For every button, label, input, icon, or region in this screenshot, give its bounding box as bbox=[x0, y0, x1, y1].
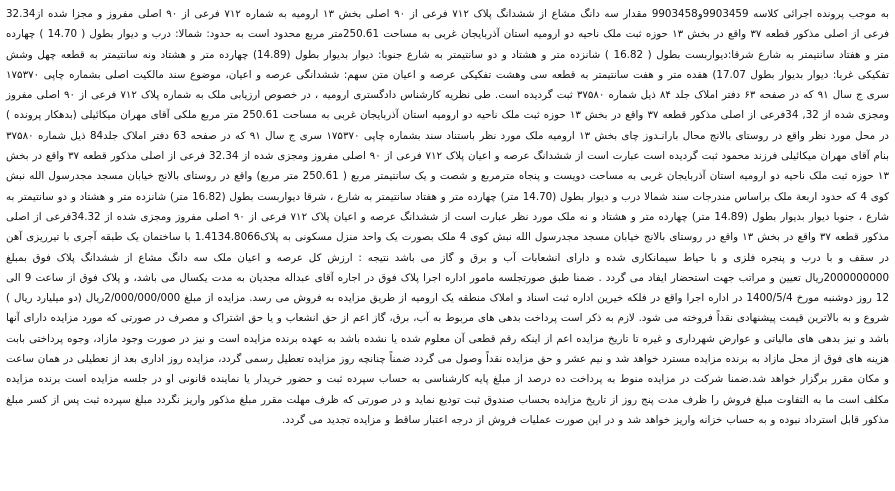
auction-notice-text: به موجب پرونده اجرائی کلاسه 9903459و9903458 مقدار سه دانگ مشاع از ششدانگ پلاک ۷۱۲ فرعی از ۹۰ اصلی بخش ۱۳ ارومیه به شماره ۷۱۲ فرعی از ۹۰ اصلی مفروز و مجزا شده از32.34 فرعی از اصلی مذکور قطعه ۳۷ واقع در بخش ۱۳ حوزه ثبت ملک ناحیه دو ارومیه استان آذربایجان غربی به مساحت 250.61متر مربع محدود است به حدود: شمالا: درب و دیوار بطول ( 14.70 ) چهارده متر و هفتاد سانتیمتر به شارع شرقا:دیواربست بطول ( 16.82 ) شانزده متر و هشتاد و دو سانتیمتر به شارع جنوبا: دیوار بدیوار بطول (14.89) چهارده متر و هشتاد ونه سانتیمتر به قطعه چهل وشش تفکیکی غربا: دیوار بدیوار بطول 17.07) هفده متر و هفت سانتیمتر به قطعه سی وهشت تفکیکی عرصه و اعیان متن سهم: ششدانگی عرصه و اعیان، موضوع سند مالکیت اصلی بشماره چاپی ۱۷۵۳۷۰ سری ج سال ۹۱ که در صفحه ۶۳ دفتر املاک جلد ۸۴ ذیل شماره ۳۷۵۸۰ ثبت گردیده است. طی نظریه کارشناس دادگستری ارومیه ، در خصوص ارزیابی ملک به شماره پلاک ۷۱۲ فرعی از ۹۰ اصلی مفروز ومجزی شده از 32, 34فرعی از اصلی مذکور قطعه ۳۷ واقع در بخش ۱۳ حوزه ثبت ملک ناحیه دو ارومیه استان آذربایجان غربی به مساحت 250.61 متر مربع ملکی آقای مهران میکائیلی (بدهکار پرونده ) در محل مورد نظر واقع در روستای بالانج محال بارانـدوز چای بخش ۱۳ ارومیه ملک مورد نظر باستناد سند بشماره چاپی ۱۷۵۳۷۰ سری ج سال ۹۱ که در صفحه 63 دفتر املاک جلد84 ذیل شماره ۳۷۵۸۰ بنام آقای مهران میکائیلی فرزند محمود ثبت گردیده است عبارت است از ششدانگ عرصه و اعیان پلاک ۷۱۲ فرعی از ۹۰ اصلی مفروز ومجزی شده از 32.34 فرعی از اصلی مذکور قطعه ۳۷ واقع در بخش ۱۳ حوزه ثبت ملک ناحیه دو ارومیه استان آذربایجان غربی به مساحت دویست و پنجاه مترمربع و شصت و یک سانتیمتر مربع ( 250.61 متر مربع) واقع در روستای بالانج خیابان مسجد مجدرسول الله نبش کوی 4 که حدود اربعة ملک براساس مندرجات سند شمالا درب و دیوار بطول (14.70 متر) چهارده متر و هفتاد سانتیمتر به شارع ، شرقا دیواربست بطول (16.82 متر) شانزده متر و هشتاد و دو سانتیمتر به شارع ، جنوبا دیوار بدیوار بطول (14.89 متر) چهارده متر و هشتاد و نه ملک مورد نظر عبارت است از ششدانگ عرصه و اعیان پلاک ۷۱۲ فرعی از ۹۰ اصلی مفروز ومجزی شده از 34.32فرعی از اصلی مذکور قطعه ۳۷ واقع در بخش ۱۳ واقع در روستای بالانج خیابان مسجد مجدرسول الله نبش کوی 4 ملک بصورت یک واحد منزل مسکونی به پلاک1.4134.8066 با ساختمان یک طبقه آجری با تیرریزی آهن در سقف و با درب و پنجره فلزی و با حیاط سیمانکاری شده و دارای انشعابات آب و برق و گاز می باشد نتیجه : ارزش کل عرصه و اعیان ملک سه دانگ مشاع از ششدانگ پلاک فوق بمبلغ 2000000000ریال تعیین و مراتب جهت استحضار ایفاد می گردد . ضمنا طبق صورتجلسه مامور اداره اجرا پلاک فوق در اجاره آقای عبداله مجدیان به مدت یکسال می باشد، و پلاک فوق از ساعت 9 الی 12 روز دوشنبه مورخ 1400/5/4 در اداره اجرا واقع در فلکه خیرین اداره ثبت اسناد و املاک منطقه یک ارومیه از طریق مزایده به فروش می رسد. مزایده از مبلغ 2/000/000/000ریال (دو میلیارد ریال ) شروع و به بالاترین قیمت پیشنهادی نقداً فروخته می شود. لازم به ذکر است پرداخت بدهی های مربوط به آب، برق، گاز اعم از حق انشعاب و یا حق اشتراک و مصرف در صورتی که مورد مزایده دارای آنها باشد و نیز بدهی های مالیاتی و عوارض شهرداری و غیره تا تاریخ مزایده اعم از اینکه رقم قطعی آن معلوم شده یا نشده باشد به عهده برنده مزایده است و نیز در صورت وجود مازاد، وجوه پرداختی بابت هزینه های فوق از محل مازاد به برنده مزایده مسترد خواهد شد و نیم عشر و حق مزایده نقداً وصول می گردد ضمناً چنانچه روز مزایده تعطیل رسمی گردد، مزایده روز اداری بعد از تعطیلی در همان ساعت و مکان مقرر برگزار خواهد شد.ضمنا شرکت در مزایده منوط به پرداخت ده درصد از مبلغ پایه کارشناسی به حساب سپرده ثبت و حضور خریدار یا نماینده قانونی او در جلسه مزایده است برنده مزایده مکلف است ما به التفاوت مبلغ فروش را ظرف مدت پنج روز از تاریخ مزایده بحساب صندوق ثبت تودیع نماید و در صورتی که ظرف مهلت مقرر مبلغ مذکور واریز نگردد مبلغ سپرده ثبت پس از کسر مبلغ مذکور قابل استرداد نبوده و به حساب خزانه واریز خواهد شد و در این صورت عملیات فروش از درجه اعتبار ساقط و مزایده تجدید می گردد. bbox=[6, 8, 890, 426]
